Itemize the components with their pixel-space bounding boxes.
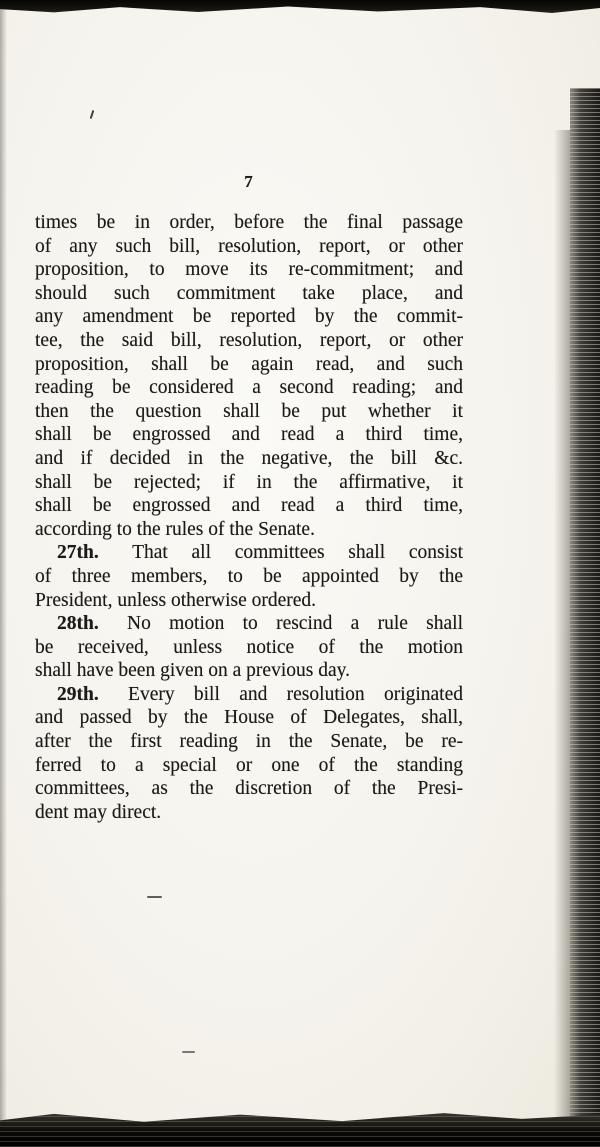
text-line: be received, unless notice of the motion [35,636,463,658]
text-line: of any such bill, resolution, report, or other [35,235,463,257]
text-line [35,612,463,636]
item-ordinal: 27th. [57,542,99,564]
item-ordinal: 28th. [57,613,99,635]
text-line: committees, as the discretion of the Presi- [35,778,463,800]
text-line: shall be engrossed and read a third time, [35,495,463,517]
text-line: and passed by the House of Delegates, shall, [35,707,463,729]
text-line: shall be rejected; if in the affirmative, it [35,471,463,493]
text-line: any amendment be reported by the commit- [35,306,463,328]
text-line: shall be engrossed and read a third time, [35,424,463,446]
left-scan-edge [0,0,7,1147]
text-line: of three members, to be appointed by the [35,565,463,587]
line-text: Every bill and resolution originated [128,683,464,705]
page-number: 7 [244,172,254,191]
bottom-scan-edge [0,1111,600,1147]
text-line [35,683,463,707]
page-curvature-shadow [554,130,570,1117]
text-line: then the question shall be put whether it [35,400,463,422]
ink-mark [90,110,95,119]
line-text: That all committees shall consist [132,542,463,564]
text-line [35,541,463,565]
book-page-edges [570,88,600,1147]
text-line: reading be considered a second reading; and [35,377,463,399]
ink-mark [182,1051,195,1053]
text-line: times be in order, before the final passage [35,212,463,233]
text-line: and if decided in the negative, the bill &c. [35,447,463,469]
text-line: ferred to a special or one of the standing [35,754,463,776]
item-ordinal: 29th. [57,683,99,705]
text-line: shall have been given on a previous day. [35,660,350,682]
top-scan-edge [0,0,600,13]
text-line: proposition, to move its re-commitment; and [35,259,463,281]
text-column [35,172,463,824]
text-line: tee, the said bill, resolution, report, or other [35,329,463,351]
text-line: President, unless otherwise ordered. [35,589,317,611]
ink-mark [147,896,162,898]
text-line: proposition, shall be again read, and such [35,353,463,375]
text-line: dent may direct. [35,801,162,823]
text-line: according to the rules of the Senate. [35,518,315,540]
line-text: No motion to rescind a rule shall [127,613,463,635]
text-line: after the first reading in the Senate, be re- [35,731,463,753]
text-line: should such commitment take place, and [35,282,463,304]
